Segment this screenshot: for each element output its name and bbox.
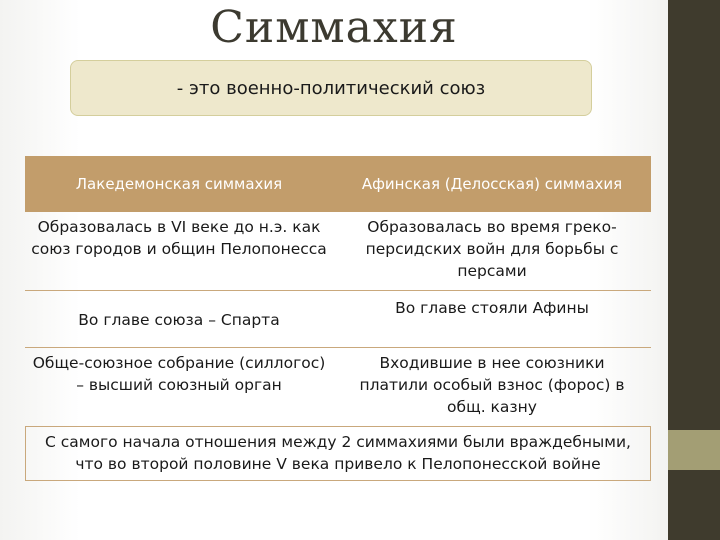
comparison-table bbox=[25, 156, 651, 481]
table-row bbox=[25, 212, 651, 291]
table-cell: Во главе стояли Афины bbox=[395, 299, 589, 317]
header-lacedaemonian: Лакедемонская симмахия bbox=[75, 175, 283, 193]
sidebar-decoration-accent bbox=[668, 430, 720, 470]
table-header-row bbox=[25, 156, 651, 212]
table-cell: Во главе союза – Спарта bbox=[78, 311, 280, 329]
table-cell: Образовалась в VI веке до н.э. как союз городов и общин Пелопонесса bbox=[31, 218, 327, 258]
table-cell: Входившие в нее союзники платили особый взнос (форос) в общ. казну bbox=[359, 354, 625, 416]
definition-box bbox=[70, 60, 592, 116]
table-row bbox=[25, 291, 651, 348]
table-row bbox=[25, 348, 651, 427]
header-athenian: Афинская (Делосская) симмахия bbox=[361, 175, 623, 193]
table-cell: Образовалась во время греко-персидских войн для борьбы с персами bbox=[365, 218, 619, 280]
table-conclusion-row: С самого начала отношения между 2 симмахиями были враждебными, что во второй половине V века привело к Пелопонесской войне bbox=[25, 427, 651, 481]
sidebar-decoration-top bbox=[668, 0, 720, 430]
slide-title: Симмахия bbox=[210, 2, 458, 53]
definition-text: - это военно-политический союз bbox=[176, 77, 486, 99]
table-cell: Обще-союзное собрание (силлогос) – высший союзный орган bbox=[32, 354, 326, 394]
sidebar-decoration-bottom bbox=[668, 470, 720, 540]
